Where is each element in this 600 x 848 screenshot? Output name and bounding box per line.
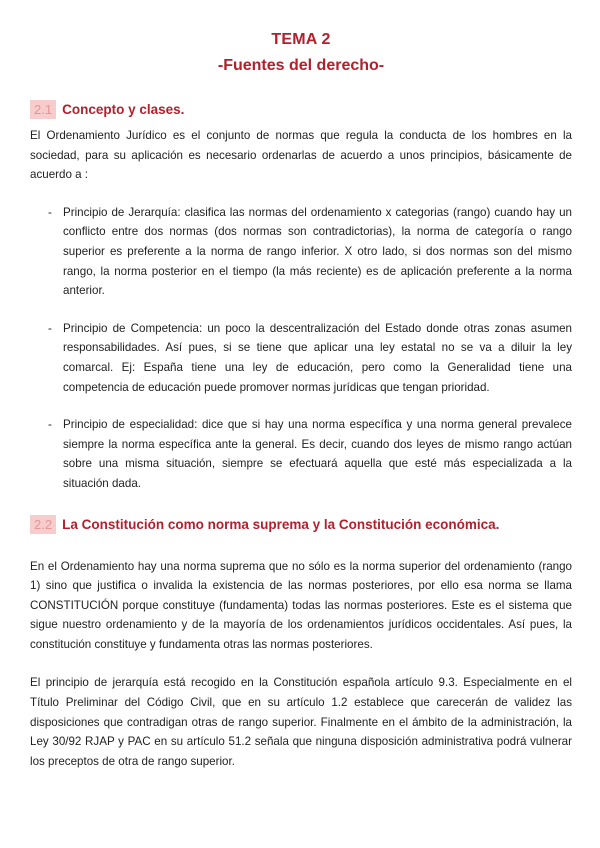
section-intro-paragraph: El Ordenamiento Jurídico es el conjunto de normas que regula la conducta de los hombres en la sociedad, para su aplicación es necesario ordenarlas de acuerdo a unos principios, básicamente de acuerdo a : (30, 129, 572, 182)
list-item-text: Principio de especialidad: dice que si hay una norma específica y una norma general prevalece siempre la norma específica ante la general. Es decir, cuando dos leyes de mismo rango actúan sobre una misma situación, siempre se efectuará aquella que esté más especializada a la situación dada. (63, 418, 572, 490)
section-number: 2.1 (30, 100, 56, 119)
section-title: La Constitución como norma suprema y la Constitución económica. (62, 516, 500, 532)
dash-bullet: - (48, 321, 52, 335)
title-block (30, 29, 572, 77)
section-heading-2-2 (30, 515, 572, 534)
section-number: 2.2 (30, 515, 56, 534)
document-page (30, 0, 572, 771)
document-subtitle: -Fuentes del derecho- (217, 57, 385, 74)
principles-list (30, 203, 572, 494)
section-title: Concepto y clases. (62, 102, 185, 117)
list-item (30, 203, 572, 301)
dash-bullet: - (48, 418, 52, 432)
list-item (30, 319, 572, 397)
paragraph: En el Ordenamiento hay una norma suprema que no sólo es la norma superior del ordenamiento (rango 1) sino que justifica o invalida la existencia de las normas posteriores, por ello esa norma se llama CONSTITUCIÓN porque constituye (fundamenta) todas las normas posteriores. Este es el sistema que sigue nuestro ordenamiento y de la mayoría de los ordenamientos jurídicos occidentales. Así pues, la constitución constituye y fundamenta otras las normas posteriores. (30, 559, 572, 651)
list-item (30, 415, 572, 493)
list-item-text: Principio de Jerarquía: clasifica las normas del ordenamiento x categorias (rango) cuando hay un conflicto entre dos normas (dos normas son contradictorias), la norma de categoría o rango superior es preferente a la norma de rango inferior. X otro lado, si dos normas son del mismo rango, la norma posterior en el tiempo (la más reciente) es de aplicación preferente a la norma anterior. (63, 205, 572, 298)
dash-bullet: - (48, 205, 52, 219)
paragraph: El principio de jerarquía está recogido en la Constitución española artículo 9.3. Especialmente en el Título Preliminar del Código Civil, que en su artículo 1.2 establece que carecerán de validez las disposiciones que contradigan otras de rango superior. Finalmente en el ámbito de la administración, la Ley 30/92 RJAP y PAC en su artículo 51.2 señala que ninguna disposición administrativa podrá vulnerar los preceptos de otra de rango superior. (30, 676, 572, 768)
section-heading-2-1 (30, 100, 572, 119)
list-item-text: Principio de Competencia: un poco la descentralización del Estado donde otras zonas asumen responsabilidades. Así pues, si se tiene que aplicar una ley estatal no se va a diluir la ley comarcal. Ej: España tiene una ley de educación, pero como la Generalidad tiene una competencia de educación puede promover normas jurídicas que tengan prioridad. (63, 321, 572, 394)
document-title: TEMA 2 (271, 31, 331, 48)
